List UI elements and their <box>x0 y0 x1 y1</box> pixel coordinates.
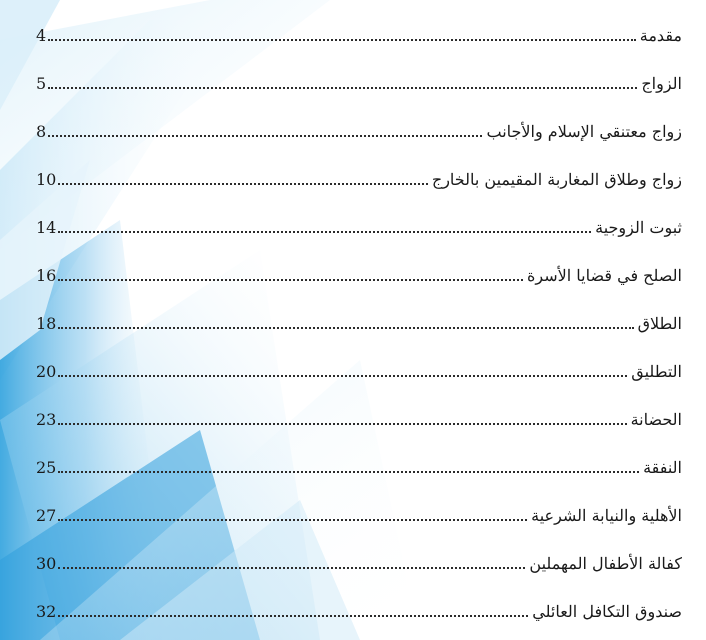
toc-dot-leader <box>58 183 428 185</box>
toc-entry-title: زواج وطلاق المغاربة المقيمين بالخارج <box>431 170 682 189</box>
toc-entry-page: 5 <box>36 74 47 93</box>
toc-entry-page: 25 <box>36 458 57 477</box>
toc-entry[interactable] <box>36 162 682 192</box>
toc-entry-title: الزواج <box>641 74 682 93</box>
toc-dot-leader <box>58 423 626 425</box>
toc-entry-page: 30 <box>36 554 57 573</box>
toc-entry[interactable] <box>36 258 682 288</box>
toc-entry[interactable] <box>36 306 682 336</box>
toc-dot-leader <box>58 375 627 377</box>
toc-entry[interactable] <box>36 402 682 432</box>
toc-dot-leader <box>58 471 639 473</box>
toc-entry-title: التطليق <box>631 362 682 381</box>
toc-entry-title: الحضانة <box>630 410 682 429</box>
toc-entry-page: 20 <box>36 362 57 381</box>
toc-entry-page: 4 <box>36 26 47 45</box>
toc-entry-title: الطلاق <box>637 314 682 333</box>
toc-entry-title: الصلح في قضايا الأسرة <box>527 266 682 285</box>
toc-entry[interactable] <box>36 498 682 528</box>
toc-dot-leader <box>48 39 636 41</box>
toc-entry[interactable] <box>36 594 682 624</box>
toc-entry-page: 10 <box>36 170 57 189</box>
toc-dot-leader <box>58 615 528 617</box>
toc-entry-page: 8 <box>36 122 47 141</box>
toc-entry-page: 27 <box>36 506 57 525</box>
toc-entry[interactable] <box>36 66 682 96</box>
toc-dot-leader <box>48 135 482 137</box>
toc-entry[interactable] <box>36 354 682 384</box>
toc-entry-title: زواج معتنقي الإسلام والأجانب <box>486 122 682 141</box>
toc-entry-title: النفقة <box>643 458 682 477</box>
toc-entry[interactable] <box>36 546 682 576</box>
toc-entry-title: مقدمة <box>639 26 682 45</box>
toc-dot-leader <box>48 87 637 89</box>
toc-entry-title: صندوق التكافل العائلي <box>532 602 682 621</box>
toc-entry-page: 18 <box>36 314 57 333</box>
toc-dot-leader <box>58 279 523 281</box>
toc-entry-title: الأهلية والنيابة الشرعية <box>531 506 682 525</box>
toc-dot-leader <box>58 231 591 233</box>
toc-entry-title: كفالة الأطفال المهملين <box>529 554 682 573</box>
toc-entry-page: 16 <box>36 266 57 285</box>
toc-entry-page: 23 <box>36 410 57 429</box>
toc-dot-leader <box>58 327 633 329</box>
toc-entry-page: 14 <box>36 218 57 237</box>
toc-entry[interactable] <box>36 18 682 48</box>
toc-entry-title: ثبوت الزوجية <box>595 218 682 237</box>
toc-entry[interactable] <box>36 210 682 240</box>
toc-entry-page: 32 <box>36 602 57 621</box>
toc-entry[interactable] <box>36 114 682 144</box>
toc-dot-leader <box>58 519 527 521</box>
toc-dot-leader <box>58 567 525 569</box>
toc-entry[interactable] <box>36 450 682 480</box>
